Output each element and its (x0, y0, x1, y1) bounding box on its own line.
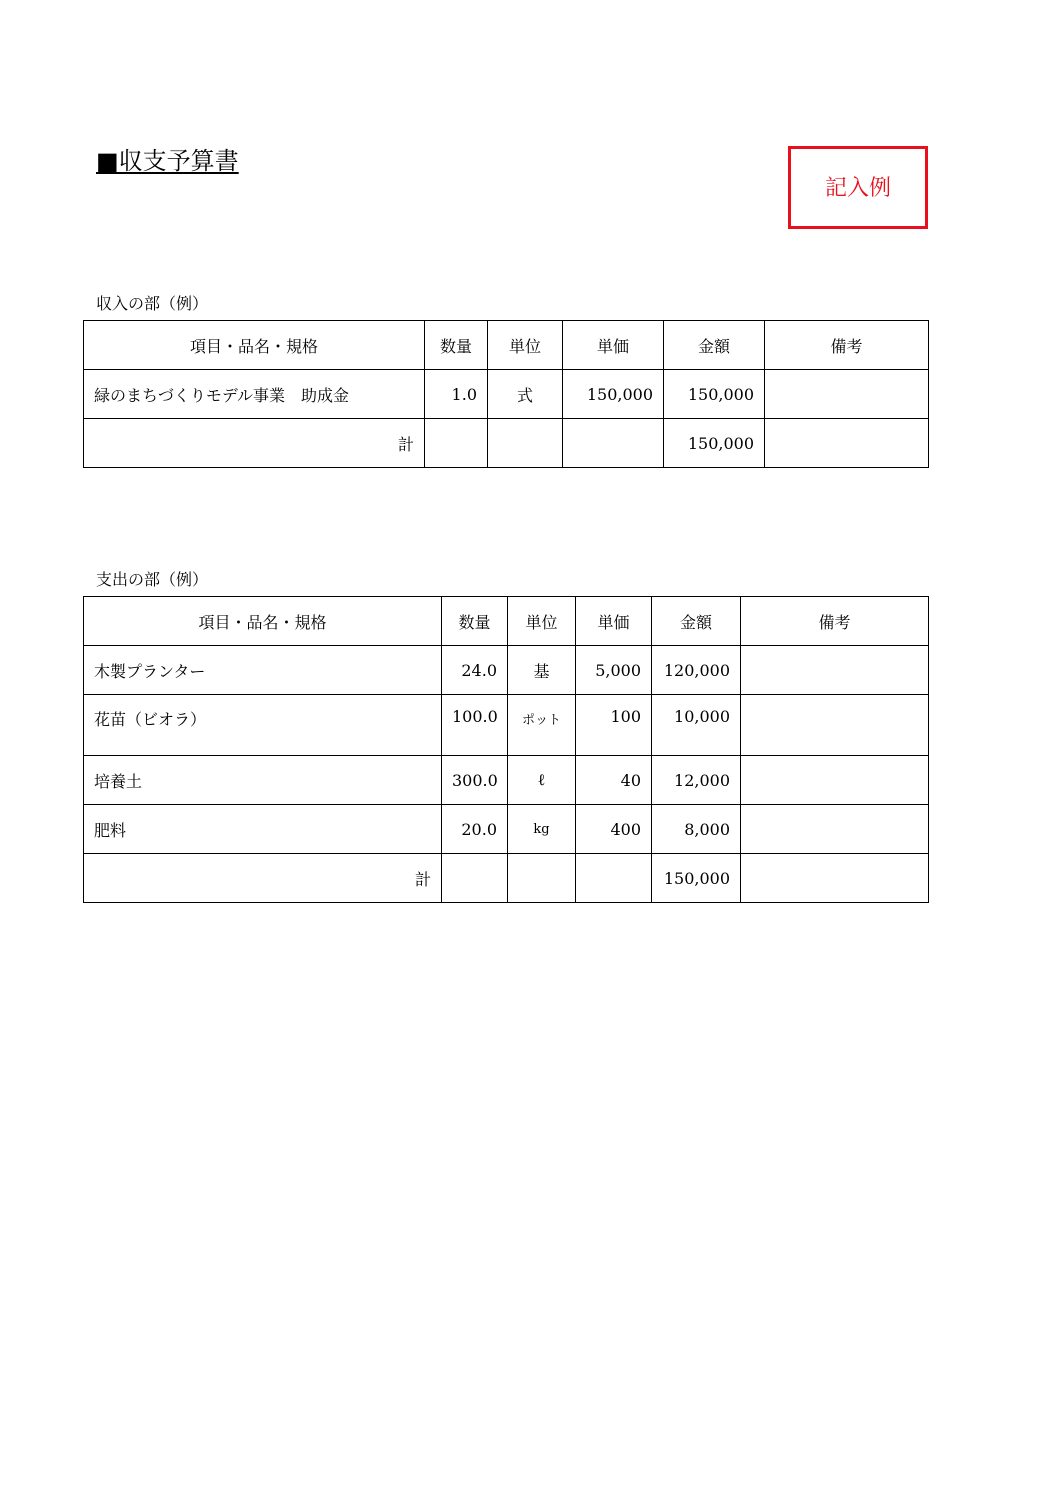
expense-row (84, 756, 929, 805)
income-header-unit: 単位 (488, 321, 563, 370)
income-header-amount: 金額 (664, 321, 765, 370)
income-row-note (765, 370, 929, 419)
expense-row (84, 646, 929, 695)
expense-row-item: 肥料 (84, 805, 442, 854)
expense-total-price (576, 854, 652, 903)
expense-row (84, 695, 929, 756)
income-header-price: 単価 (563, 321, 664, 370)
income-row-amount: 150,000 (664, 370, 765, 419)
income-section-label: 収入の部（例） (96, 294, 209, 313)
expense-total-qty (442, 854, 508, 903)
income-row-unit: 式 (488, 370, 563, 419)
income-row-qty: 1.0 (425, 370, 488, 419)
sample-stamp-label: 記入例 (824, 176, 891, 201)
expense-row-qty: 24.0 (442, 646, 508, 695)
income-total-row (84, 419, 929, 468)
expense-total-amount: 150,000 (652, 854, 741, 903)
expense-row-note (741, 646, 929, 695)
expense-header-price: 単価 (576, 597, 652, 646)
expense-row-note (741, 695, 929, 756)
document-title: ■収支予算書 (96, 147, 239, 175)
expense-row-note (741, 756, 929, 805)
income-total-price (563, 419, 664, 468)
expense-row-note (741, 805, 929, 854)
expense-total-note (741, 854, 929, 903)
sample-stamp (788, 146, 928, 229)
expense-row-amount: 120,000 (652, 646, 741, 695)
income-header-qty: 数量 (425, 321, 488, 370)
expense-row-qty: 100.0 (442, 695, 508, 756)
income-header-note: 備考 (765, 321, 929, 370)
expense-header-note: 備考 (741, 597, 929, 646)
expense-total-unit (508, 854, 576, 903)
expense-section-label: 支出の部（例） (96, 570, 209, 589)
expense-row-unit: ℓ (508, 756, 576, 805)
expense-table (83, 596, 929, 903)
expense-header-unit: 単位 (508, 597, 576, 646)
expense-row-amount: 8,000 (652, 805, 741, 854)
expense-row-qty: 20.0 (442, 805, 508, 854)
income-row-price: 150,000 (563, 370, 664, 419)
income-header-row (84, 321, 929, 370)
expense-row-price: 400 (576, 805, 652, 854)
expense-row-qty: 300.0 (442, 756, 508, 805)
expense-row (84, 805, 929, 854)
income-row-item: 緑のまちづくりモデル事業 助成金 (84, 370, 425, 419)
expense-row-unit: ポット (508, 695, 576, 756)
expense-row-unit: kg (508, 805, 576, 854)
income-row (84, 370, 929, 419)
expense-header-row (84, 597, 929, 646)
expense-row-item: 花苗（ビオラ） (84, 695, 442, 756)
expense-row-unit: 基 (508, 646, 576, 695)
expense-row-amount: 12,000 (652, 756, 741, 805)
expense-row-item: 木製プランター (84, 646, 442, 695)
expense-header-item: 項目・品名・規格 (84, 597, 442, 646)
expense-row-amount: 10,000 (652, 695, 741, 756)
income-total-note (765, 419, 929, 468)
expense-header-amount: 金額 (652, 597, 741, 646)
expense-row-price: 40 (576, 756, 652, 805)
income-total-qty (425, 419, 488, 468)
income-table (83, 320, 929, 468)
expense-header-qty: 数量 (442, 597, 508, 646)
income-header-item: 項目・品名・規格 (84, 321, 425, 370)
income-total-unit (488, 419, 563, 468)
income-total-amount: 150,000 (664, 419, 765, 468)
expense-total-row (84, 854, 929, 903)
expense-row-price: 5,000 (576, 646, 652, 695)
income-total-label: 計 (84, 419, 425, 468)
expense-total-label: 計 (84, 854, 442, 903)
expense-row-item: 培養土 (84, 756, 442, 805)
expense-row-price: 100 (576, 695, 652, 756)
